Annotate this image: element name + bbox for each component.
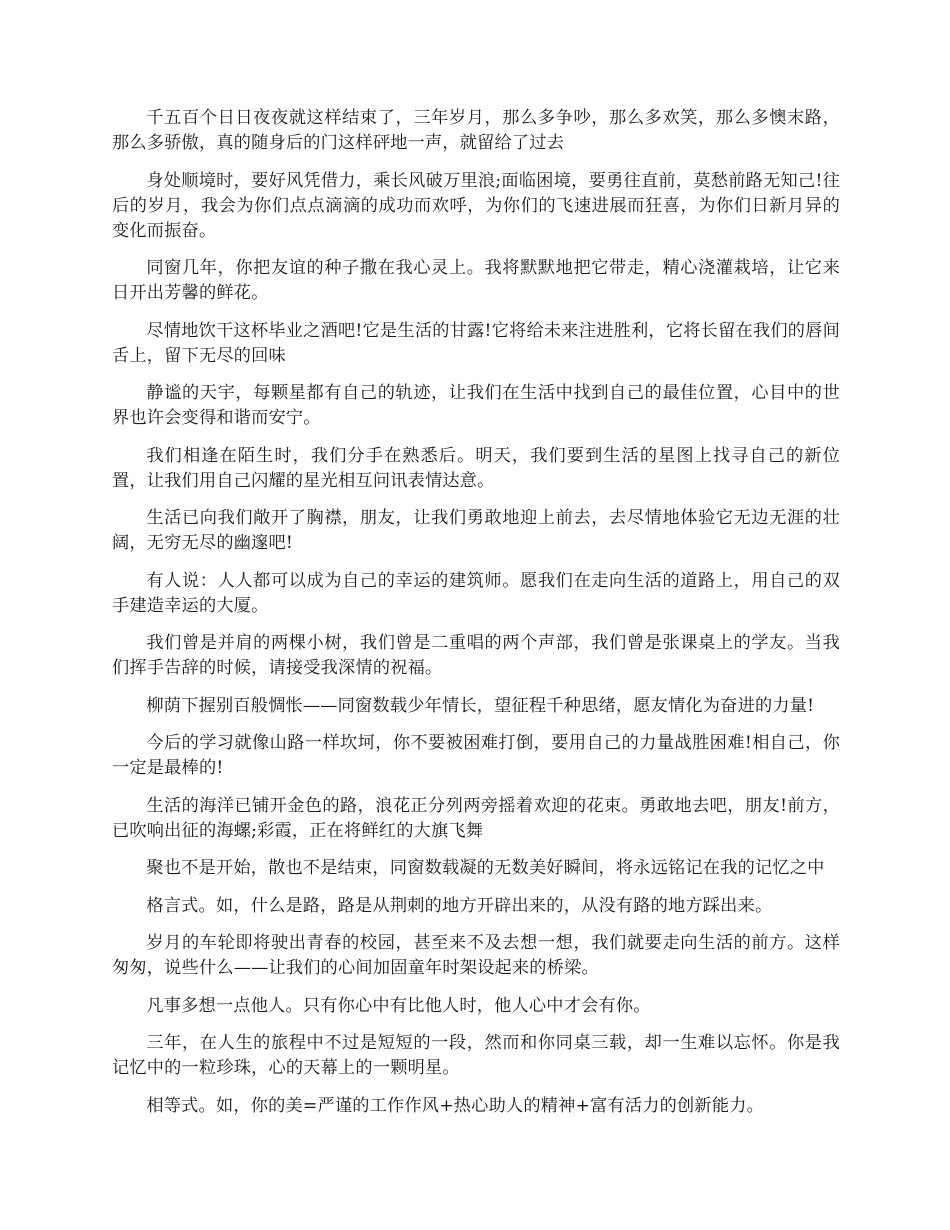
paragraph: 相等式。如，你的美=严谨的工作作风+热心助人的精神+富有活力的创新能力。 (146, 1095, 764, 1116)
paragraph: 我们曾是并肩的两棵小树，我们曾是二重唱的两个声部，我们曾是张课桌上的学友。当我们挥手告辞的时候，请接受我深情的祝福。 (112, 633, 840, 678)
document-body (112, 106, 840, 1131)
paragraph: 生活已向我们敞开了胸襟，朋友，让我们勇敢地迎上前去，去尽情地体验它无边无涯的壮阔，无穷无尽的幽邃吧! (112, 508, 840, 553)
paragraph: 柳荫下握别百般惆怅——同窗数载少年情长，望征程千种思绪，愿友情化为奋进的力量! (146, 695, 815, 716)
paragraph: 尽情地饮干这杯毕业之酒吧!它是生活的甘露!它将给未来注进胜利，它将长留在我们的唇间舌上，留下无尽的回味 (112, 320, 840, 366)
paragraph: 格言式。如，什么是路，路是从荆刺的地方开辟出来的，从没有路的地方踩出来。 (146, 895, 773, 916)
paragraph: 身处顺境时，要好风凭借力，乘长风破万里浪;面临困境，要勇往直前，莫愁前路无知己!往后的岁月，我会为你们点点滴滴的成功而欢呼，为你们的飞速进展而狂喜，为你们日新月异的变化而振奋。 (112, 170, 840, 241)
paragraph: 有人说：人人都可以成为自己的幸运的建筑师。愿我们在走向生活的道路上，用自己的双手建造幸运的大厦。 (112, 570, 840, 616)
paragraph: 生活的海洋已铺开金色的路，浪花正分列两旁摇着欢迎的花束。勇敢地去吧，朋友!前方，已吹响出征的海螺;彩霞，正在将鲜红的大旗飞舞 (112, 795, 840, 841)
paragraph: 我们相逢在陌生时，我们分手在熟悉后。明天，我们要到生活的星图上找寻自己的新位置，让我们用自己闪耀的星光相互问讯表情达意。 (112, 445, 840, 491)
paragraph: 今后的学习就像山路一样坎坷，你不要被困难打倒，要用自己的力量战胜困难!相自己，你一定是最棒的! (112, 733, 840, 778)
paragraph: 聚也不是开始，散也不是结束，同窗数载凝的无数美好瞬间，将永远铭记在我的记忆之中 (146, 858, 825, 878)
paragraph: 凡事多想一点他人。只有你心中有比他人时，他人心中才会有你。 (146, 995, 651, 1016)
paragraph: 同窗几年，你把友谊的种子撒在我心灵上。我将默默地把它带走，精心浇灌栽培，让它来日开出芳馨的鲜花。 (112, 258, 840, 303)
paragraph: 静谧的天宇，每颗星都有自己的轨迹，让我们在生活中找到自己的最佳位置，心目中的世界也许会变得和谐而安宁。 (112, 383, 840, 428)
paragraph: 千五百个日日夜夜就这样结束了，三年岁月，那么多争吵，那么多欢笑，那么多懊末路，那么多骄傲，真的随身后的门这样砰地一声，就留给了过去 (112, 108, 840, 153)
paragraph: 三年，在人生的旅程中不过是短短的一段，然而和你同桌三载，却一生难以忘怀。你是我记忆中的一粒珍珠，心的天幕上的一颗明星。 (112, 1033, 840, 1078)
paragraph: 岁月的车轮即将驶出青春的校园，甚至来不及去想一想，我们就要走向生活的前方。这样匆匆，说些什么——让我们的心间加固童年时架设起来的桥梁。 (112, 933, 840, 978)
